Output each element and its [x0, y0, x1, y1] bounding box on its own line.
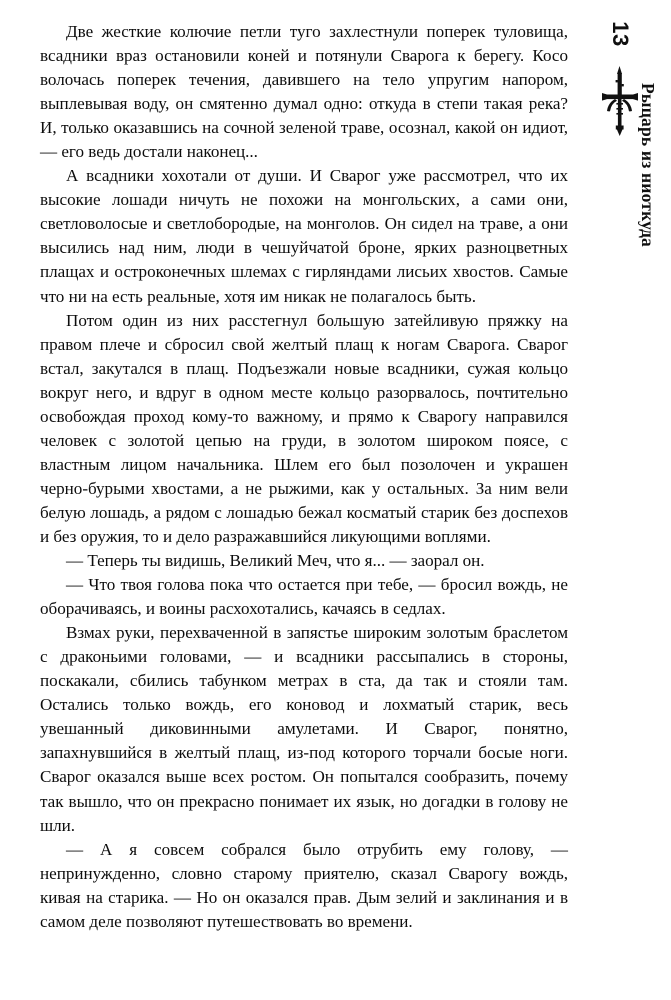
paragraph: А всадники хохотали от души. И Сварог уже рассмотрел, что их высокие лошади ничуть не похожи на монгольских, а сами они, светловолосые и светлобородые, на монголов. Он сидел на траве, а они высились над ним, люди в чешуйчатой броне, ярких разноцветных плащах и остроконечных шлемах с гирляндами лисьих хвостов. Самые что ни на есть реальные, хотя им никак не полагалось быть.: [40, 166, 568, 306]
dialog-line: — А я совсем собрался было отрубить ему голову, — непринужденно, словно старому приятелю, сказал Сварогу вождь, кивая на старика. — Но он оказался прав. Дым зелий и заклинания и в самом деле позволяют путешествовать во времени.: [40, 839, 568, 931]
paragraph: Взмах руки, перехваченной в запястье широким золотым браслетом с драконьими головами, — и всадники рассыпались в стороны, поскакали, сбились табунком метрах в ста, да так и стояли там. Остались только вождь, его коновод и лохматый старик, весь увешанный диковинными амулетами. И Сварог, понятно, запахнувшийся в желтый плащ, из-под которого торчали босые ноги. Сварог оказался выше всех ростом. Он попытался сообразить, почему так вышло, что он прекрасно понимает их язык, но догадки в голову не шли.: [40, 623, 568, 835]
page-number: 13: [608, 21, 633, 47]
body-text-column: [40, 20, 568, 934]
margin-rail: [592, 0, 671, 1000]
paragraph: Потом один из них расстегнул большую затейливую пряжку на правом плече и сбросил свой желтый плащ к ногам Сварога. Сварог встал, закутался в плащ. Подъезжали новые всадники, сужая кольцо вокруг него, и вдруг в одном месте кольцо разорвалось, почтительно освобождая проход кому-то важному, и прямо к Сварогу направился человек с золотой цепью на груди, в золотом широком поясе, с властным лицом начальника. Шлем его был позолочен и украшен черно-бурыми хвостами, а не рыжими, как у остальных. За ним вели белую лошадь, а рядом с лошадью бежал косматый старик без доспехов и без оружия, то и дело разражавшийся ликующими воплями.: [40, 310, 568, 546]
dialog-line: — Что твоя голова пока что остается при тебе, — бросил вождь, не оборачиваясь, и воины расхохотались, качаясь в седлах.: [40, 575, 568, 619]
dialog-line: — Теперь ты видишь, Великий Меч, что я... — заорал он.: [66, 551, 485, 571]
paragraph: Две жесткие колючие петли туго захлестнули поперек туловища, всадники враз остановили коней и потянули Сварога к берегу. Косо волочась поперек течения, давившего на тело упругим напором, выплевывая воду, он смятенно думал одно: откуда в степи такая река? И, только оказавшись на сочной зеленой траве, осознал, какой он идиот, — его ведь достали наконец...: [40, 22, 568, 162]
running-head: Рыцарь из ниоткуда: [638, 82, 658, 247]
